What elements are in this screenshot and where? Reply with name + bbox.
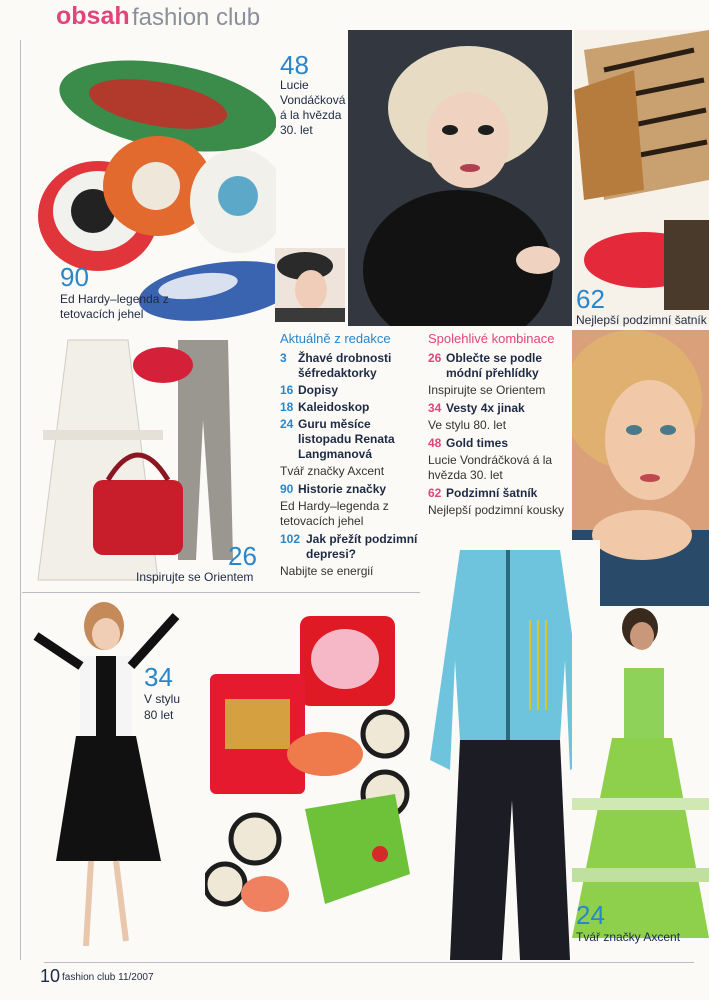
toc-item[interactable] [428,401,568,416]
caption-lucie: Lucie Vondáčková á la hvězda 30. let [280,78,346,137]
header-title: fashion club [132,4,261,31]
toc-page: 34 [428,401,442,416]
horizontal-rule-footer [44,962,694,963]
page-num-24: 24 [576,900,605,930]
caption-80-let: 80 let [144,708,174,722]
toc-sub: Lucie Vondráčková á la hvězda 30. let [428,453,553,483]
toc-sub: Inspirujte se Orientem [428,383,546,398]
toc-item[interactable] [280,400,420,415]
lucie-portrait-photo [348,30,572,326]
page-num-62: 62 [576,284,605,314]
toc-item[interactable] [280,417,420,462]
toc-page: 24 [280,417,294,432]
toc-sub: Ve stylu 80. let [428,418,507,433]
toc-page: 90 [280,482,294,497]
animal-print-accessories-photo [574,30,709,326]
vertical-rule-left [20,40,21,960]
toc-page: 18 [280,400,294,415]
toc-sub: Nejlepší podzimní kousky [428,503,565,518]
footer-page-number: 10 [40,966,61,986]
woman-in-vest-photo [26,596,206,960]
toc-title: Gold times [446,436,509,451]
small-portrait-photo [275,248,345,322]
toc-title: Žhavé drobnosti šéfredaktorky [298,351,392,381]
toc-title: Dopisy [298,383,339,398]
toc-item[interactable] [280,482,420,497]
footer-issue: fashion club 11/2007 [62,972,154,983]
toc-title: Jak přežít podzimní depresi? [306,532,418,562]
page-num-26: 26 [228,541,257,571]
toc-page: 102 [280,532,301,547]
page-num-34: 34 [144,662,173,692]
toc-title: Vesty 4x jinak [446,401,525,416]
toc-item[interactable] [280,351,420,381]
toc-title: Oblečte se podle módní přehlídky [446,351,543,381]
toc-page: 3 [280,351,287,366]
toc-item[interactable] [280,532,420,562]
toc-item[interactable] [428,351,568,381]
toc-item[interactable] [428,436,568,451]
toc-aktualne-heading: Aktuálně z redakce [280,331,391,346]
toc-sub: Nabijte se energií [280,564,374,579]
toc-spolehlive-heading: Spolehlivé kombinace [428,331,555,346]
toc-page: 62 [428,486,442,501]
mug-sushi-candy-photo [205,604,420,960]
toc-page: 26 [428,351,442,366]
caption-ed-hardy: Ed Hardy–legenda z tetovacích jehel [60,292,169,321]
caption-v-stylu: V stylu [144,692,181,706]
toc-title: Historie značky [298,482,387,497]
caption-orient: Inspirujte se Orientem [136,570,254,584]
toc-title: Guru měsíce listopadu Renata Langmanová [298,417,395,462]
toc-spolehlive [428,331,568,521]
header-brand: obsah [56,2,130,30]
toc-aktualne [280,331,420,582]
caption-axcent: Tvář značky Axcent [576,930,681,944]
toc-sub: Ed Hardy–legenda z tetovacích jehel [280,499,389,529]
caption-satnik: Nejlepší podzimní šatník [576,313,707,327]
toc-page: 48 [428,436,442,451]
horizontal-rule-mid [22,592,422,593]
toc-sub: Tvář značky Axcent [280,464,385,479]
toc-item[interactable] [428,486,568,501]
toc-title: Kaleidoskop [298,400,370,415]
toc-title: Podzimní šatník [446,486,538,501]
page-num-48: 48 [280,50,309,80]
page-num-90: 90 [60,262,89,292]
toc-item[interactable] [280,383,420,398]
toc-page: 16 [280,383,294,398]
